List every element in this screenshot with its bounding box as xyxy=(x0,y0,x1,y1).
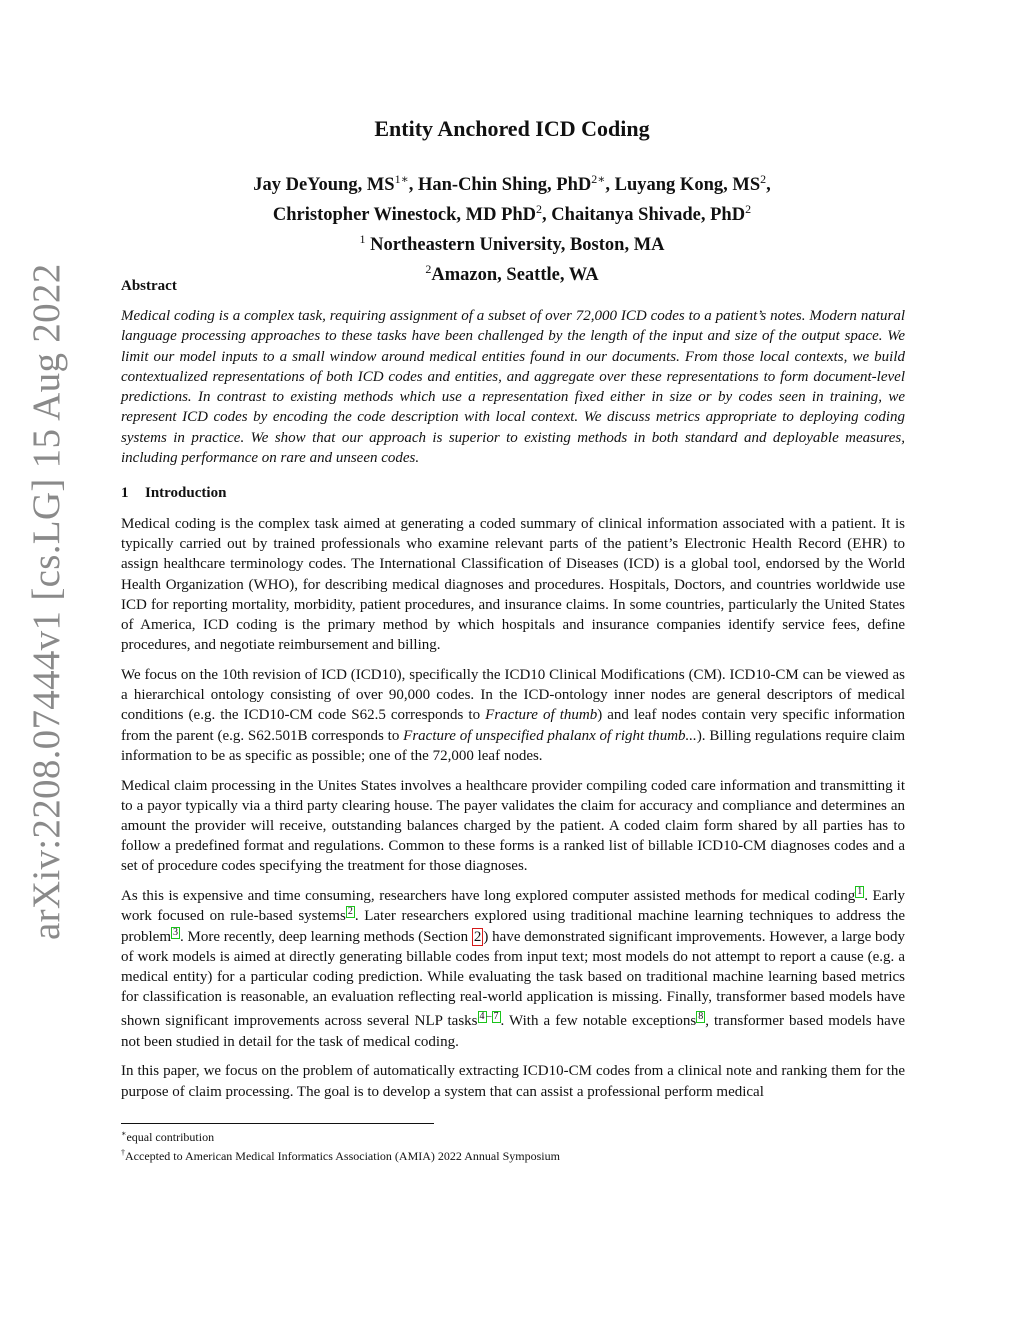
paragraph-text: ) have demonstrated significant improvements. However, a large body of work models is aimed at directly generating billable codes from input text; most models do not attempt to report a cause (e.g. a medical entity) for a particular coding prediction. While evaluating the task based on traditional machine learning based metrics for classification is reasonable, an evaluation reflecting real-world application is missing. Finally, transformer based models have shown significant improvements across several NLP tasks xyxy=(121,928,905,1030)
citation-range-separator: – xyxy=(486,1011,492,1023)
footnote-mark: ∗ xyxy=(121,1129,127,1138)
affiliation-text: Northeastern University, Boston, MA xyxy=(370,235,665,256)
footnote-mark: † xyxy=(121,1148,125,1157)
abstract-heading: Abstract xyxy=(121,278,177,294)
author-name: Han-Chin Shing, PhD xyxy=(417,175,592,196)
emphasis-text: Fracture of thumb xyxy=(485,707,598,724)
affiliation-mark: 1 xyxy=(359,232,366,247)
arxiv-identifier-stamp: arXiv:2208.07444v1 [cs.LG] 15 Aug 2022 xyxy=(25,263,68,940)
paragraph-text: ) and leaf nodes contain very specific information from the parent (e.g. S62.501B corresponds to xyxy=(121,707,906,744)
paragraph-text: , transformer based models have not been studied in detail for the task of medical coding. xyxy=(121,1013,906,1050)
paragraph-5: In this paper, we focus on the problem of automatically extracting ICD10-CM codes from a clinical note and ranking them for the purpose of claim processing. The goal is to develop a system that can assist a professional perform medical xyxy=(121,1063,905,1100)
citation-link[interactable]: 3 xyxy=(173,926,178,938)
author-affiliation-mark: 2 xyxy=(536,202,543,217)
author-affiliation-mark: 2∗ xyxy=(591,172,606,186)
paragraph-text: ). Billing regulations require claim information to be as specific as possible; one of the 72,000 leaf nodes. xyxy=(121,727,905,764)
footnote-2 xyxy=(121,1145,560,1164)
paper-title: Entity Anchored ICD Coding xyxy=(374,116,650,141)
paragraph-text: . More recently, deep learning methods (Section xyxy=(180,928,472,945)
affiliation-1 xyxy=(0,227,1024,257)
author-name: Chaitanya Shivade, PhD xyxy=(551,205,746,226)
citation-link[interactable]: 7 xyxy=(493,1011,499,1023)
author-line-1: Jay DeYoung, $MS^{1∗}$, Han-Chin Shing, PhD$^{2∗}$, Luyang Kong, $MS^2$, xyxy=(253,172,771,196)
author-line-2: Christopher Winestock, MD PhD$^2$, Chaitanya Shivade, PhD$^2$ xyxy=(272,202,752,226)
section-number: 1 xyxy=(121,485,129,501)
section-reference-link[interactable]: 2 xyxy=(473,928,482,945)
footnote-text: Accepted to American Medical Informatics Association (AMIA) 2022 Annual Symposium xyxy=(125,1149,560,1163)
author-name: Jay DeYoung, MS xyxy=(253,175,395,196)
footnote-text: equal contribution xyxy=(126,1130,215,1144)
paragraph-text: We focus on the 10th revision of ICD (ICD10), specifically the ICD10 Clinical Modifications (CM). ICD10-CM can be viewed as a hierarchical ontology consisting of over 90,000 codes. In the ICD-ontology inner nodes are general descriptors of medical conditions (e.g. the ICD10-CM code S62.5 corresponds to xyxy=(121,667,905,724)
paragraph-2 xyxy=(121,665,905,766)
citation-link[interactable]: 1 xyxy=(857,886,863,898)
paragraph-text: . Early work focused on rule-based systems xyxy=(121,888,906,925)
author-affiliation-mark: 2 xyxy=(760,172,767,186)
paragraph-3: Medical claim processing in the Unites States involves a healthcare provider compiling coded care information and transmitting it to a payor typically via a third party clearing house. The payer validates the claim for accuracy and compliance and determines an amount the provider will receive, outstanding balances charged by the patient. A coded claim form shared by all parties has to follow a predefined format and regulations. Common to these forms is a ranked list of billable ICD10-CM diagnoses codes and a set of procedure codes specifying the treatment for those diagnoses. xyxy=(121,777,905,875)
footnote-1 xyxy=(121,1126,560,1145)
citation-link[interactable]: 8 xyxy=(698,1011,704,1023)
footnote-divider xyxy=(121,1123,434,1124)
introduction-body xyxy=(121,514,905,1111)
abstract-text: Medical coding is a complex task, requiring assignment of a subset of over 72,000 ICD codes to a patient’s notes. Modern natural language processing approaches to these tasks have been challenged by the length of the input and size of the output space. We limit our model inputs to a small window around medical entities found in our documents. From those local contexts, we build contextualized representations of both ICD codes and entities, and aggregate over these representations to form document-level predictions. In contrast to existing methods which use a representation fixed either in size or by codes seen in training, we represent ICD codes by encoding the code description with local context. We discuss metrics appropriate to deploying coding systems in practice. We show that our approach is superior to existing methods in both standard and deployable measures, including performance on rare and unseen codes. xyxy=(121,308,905,467)
paragraph-1: Medical coding is the complex task aimed at generating a coded summary of clinical information associated with a patient. It is typically carried out by trained professionals who examine relevant parts of the patient’s Electronic Health Record (EHR) to assign healthcare terminology codes. The International Classification of Diseases (ICD) is a global tool, endorsed by the World Health Organization (WHO), for describing medical diagnoses and procedures. Hospitals, Doctors, and countries worldwide use ICD for reporting mortality, morbidity, patient procedures, and insurance claims. In some countries, particularly the United States of America, ICD coding is the primary method by which hospitals and insurance companies identify service fees, define procedures, and negotiate reimbursement and billing. xyxy=(121,516,905,654)
author-name: Luyang Kong, MS xyxy=(614,175,761,196)
citation-link[interactable]: 4 xyxy=(479,1011,485,1023)
section-heading-introduction xyxy=(121,485,226,502)
affiliation-mark: 2 xyxy=(425,262,432,277)
paragraph-text: . Later researchers explored using traditional machine learning techniques to address the problem xyxy=(121,908,905,945)
author-name: Christopher Winestock, MD PhD xyxy=(272,205,537,226)
emphasis-text: Fracture of unspecified phalanx of right thumb... xyxy=(403,727,697,744)
author-affiliation-mark: 1∗ xyxy=(394,172,409,186)
author-affiliation-mark: 2 xyxy=(745,202,752,217)
footnotes xyxy=(121,1126,560,1164)
paragraph-text: . With a few notable exceptions xyxy=(500,1013,697,1030)
affiliation-text: Amazon, Seattle, WA xyxy=(431,265,599,286)
citation-link[interactable]: 2 xyxy=(347,906,353,918)
section-title: Introduction xyxy=(145,485,227,501)
author-block xyxy=(0,167,1024,288)
paragraph-4 xyxy=(121,886,905,1052)
paragraph-text: As this is expensive and time consuming, researchers have long explored computer assisted methods for medical coding xyxy=(121,888,856,905)
